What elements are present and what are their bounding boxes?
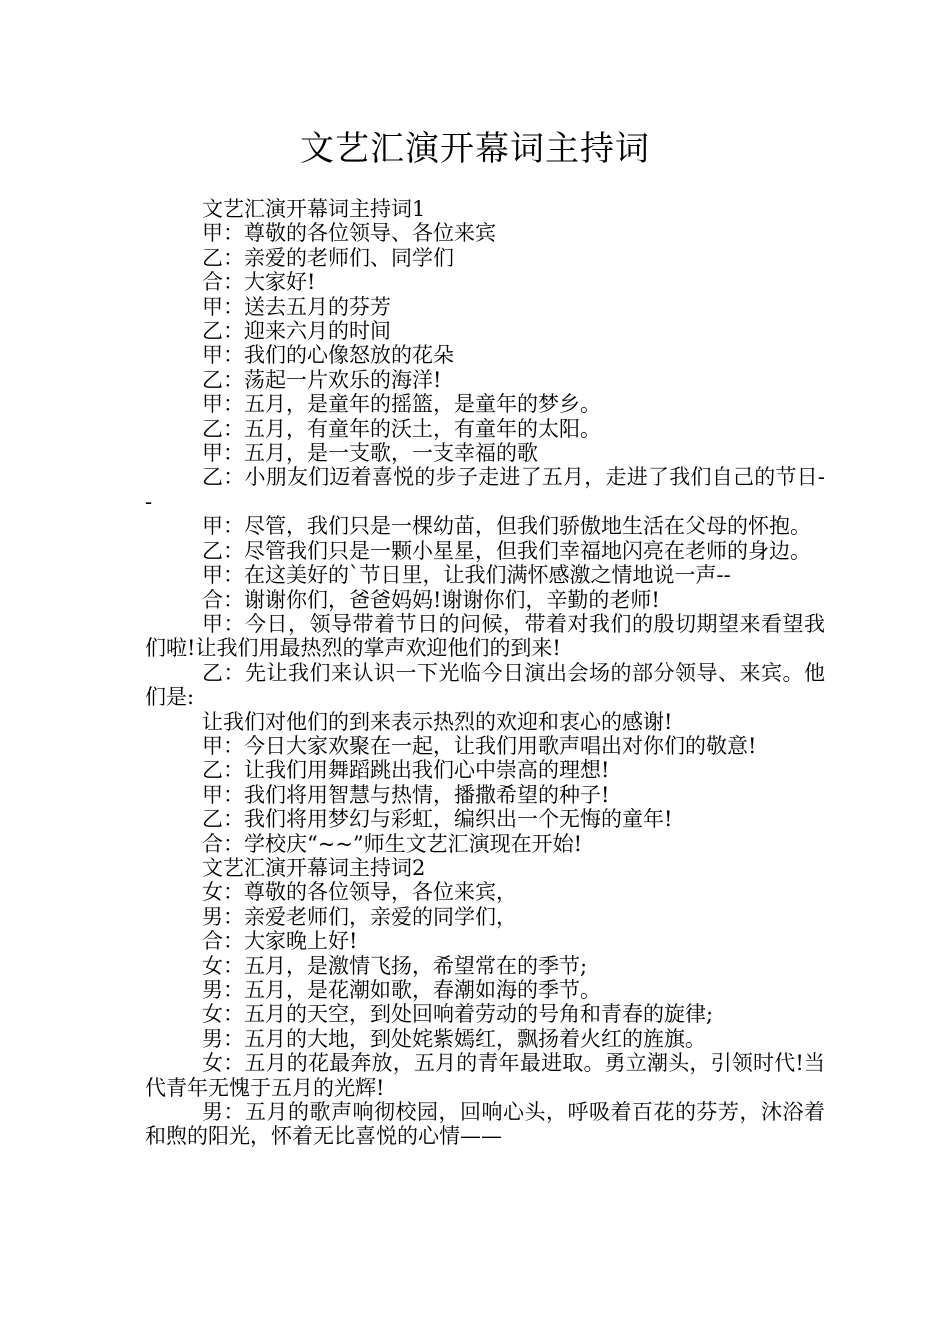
paragraph: 让我们对他们的到来表示热烈的欢迎和衷心的感谢! [202,709,673,734]
paragraph: 合：谢谢你们，爸爸妈妈!谢谢你们，辛勤的老师! [202,587,660,612]
paragraph: 男：五月的大地，到处姹紫嫣红，飘扬着火红的旌旗。 [202,1026,706,1051]
paragraph: 甲：我们将用智慧与热情，播撒希望的种子! [202,782,610,807]
paragraph: 甲：五月，是一支歌，一支幸福的歌 [202,441,538,466]
paragraph: 合：大家好! [202,270,316,295]
paragraph: 乙：五月，有童年的沃土，有童年的太阳。 [202,416,601,441]
paragraph: 文艺汇演开幕词主持词1 [202,197,426,221]
document-title: 文艺汇演开幕词主持词 [300,129,650,169]
paragraph: 甲：五月，是童年的摇篮，是童年的梦乡。 [202,392,601,417]
paragraph: 乙：迎来六月的时间 [202,319,391,344]
paragraph: 甲：尽管，我们只是一棵幼苗，但我们骄傲地生活在父母的怀抱。 [202,514,811,539]
paragraph: 女：五月，是激情飞扬，希望常在的季节; [202,953,588,978]
paragraph: 甲：今日大家欢聚在一起，让我们用歌声唱出对你们的敬意! [202,733,757,758]
paragraph: 男：五月，是花潮如歌，春潮如海的季节。 [202,978,601,1002]
paragraph: 合：大家晚上好! [202,929,358,954]
paragraph: 乙：小朋友们迈着喜悦的步子走进了五月，走进了我们自己的节日-- [145,465,825,514]
paragraph: 乙：亲爱的老师们、同学们 [202,245,454,270]
paragraph: 男：亲爱老师们，亲爱的同学们， [202,904,517,929]
paragraph: 乙：先让我们来认识一下光临今日演出会场的部分领导、来宾。他们是: [145,660,825,710]
document-body [145,197,825,1149]
paragraph: 文艺汇演开幕词主持词2 [202,855,426,880]
paragraph: 乙：我们将用梦幻与彩虹，编织出一个无悔的童年! [202,807,673,832]
paragraph: 女：尊敬的各位领导，各位来宾， [202,880,517,905]
paragraph: 女：五月的花最奔放，五月的青年最进取。勇立潮头，引领时代!当代青年无愧于五月的光辉! [145,1051,825,1100]
paragraph: 甲：尊敬的各位领导、各位来宾 [202,221,496,246]
paragraph: 女：五月的天空，到处回响着劳动的号角和青春的旋律; [202,1002,714,1027]
paragraph: 乙：荡起一片欢乐的海洋! [202,367,442,392]
paragraph: 乙：让我们用舞蹈跳出我们心中崇高的理想! [202,758,610,783]
paragraph: 乙：尽管我们只是一颗小星星，但我们幸福地闪亮在老师的身边。 [202,538,811,563]
paragraph: 甲：今日，领导带着节日的问候，带着对我们的殷切期望来看望我们啦!让我们用最热烈的掌声欢迎他们的到来! [145,611,825,661]
paragraph: 甲：我们的心像怒放的花朵 [202,343,454,368]
paragraph: 合：学校庆“~~”师生文艺汇演现在开始! [202,831,583,856]
paragraph: 甲：送去五月的芬芳 [202,294,391,319]
paragraph: 甲：在这美好的`节日里，让我们满怀感激之情地说一声-- [202,563,731,588]
paragraph: 男：五月的歌声响彻校园，回响心头，呼吸着百花的芬芳，沐浴着和煦的阳光，怀着无比喜悦的心情—— [145,1100,825,1149]
